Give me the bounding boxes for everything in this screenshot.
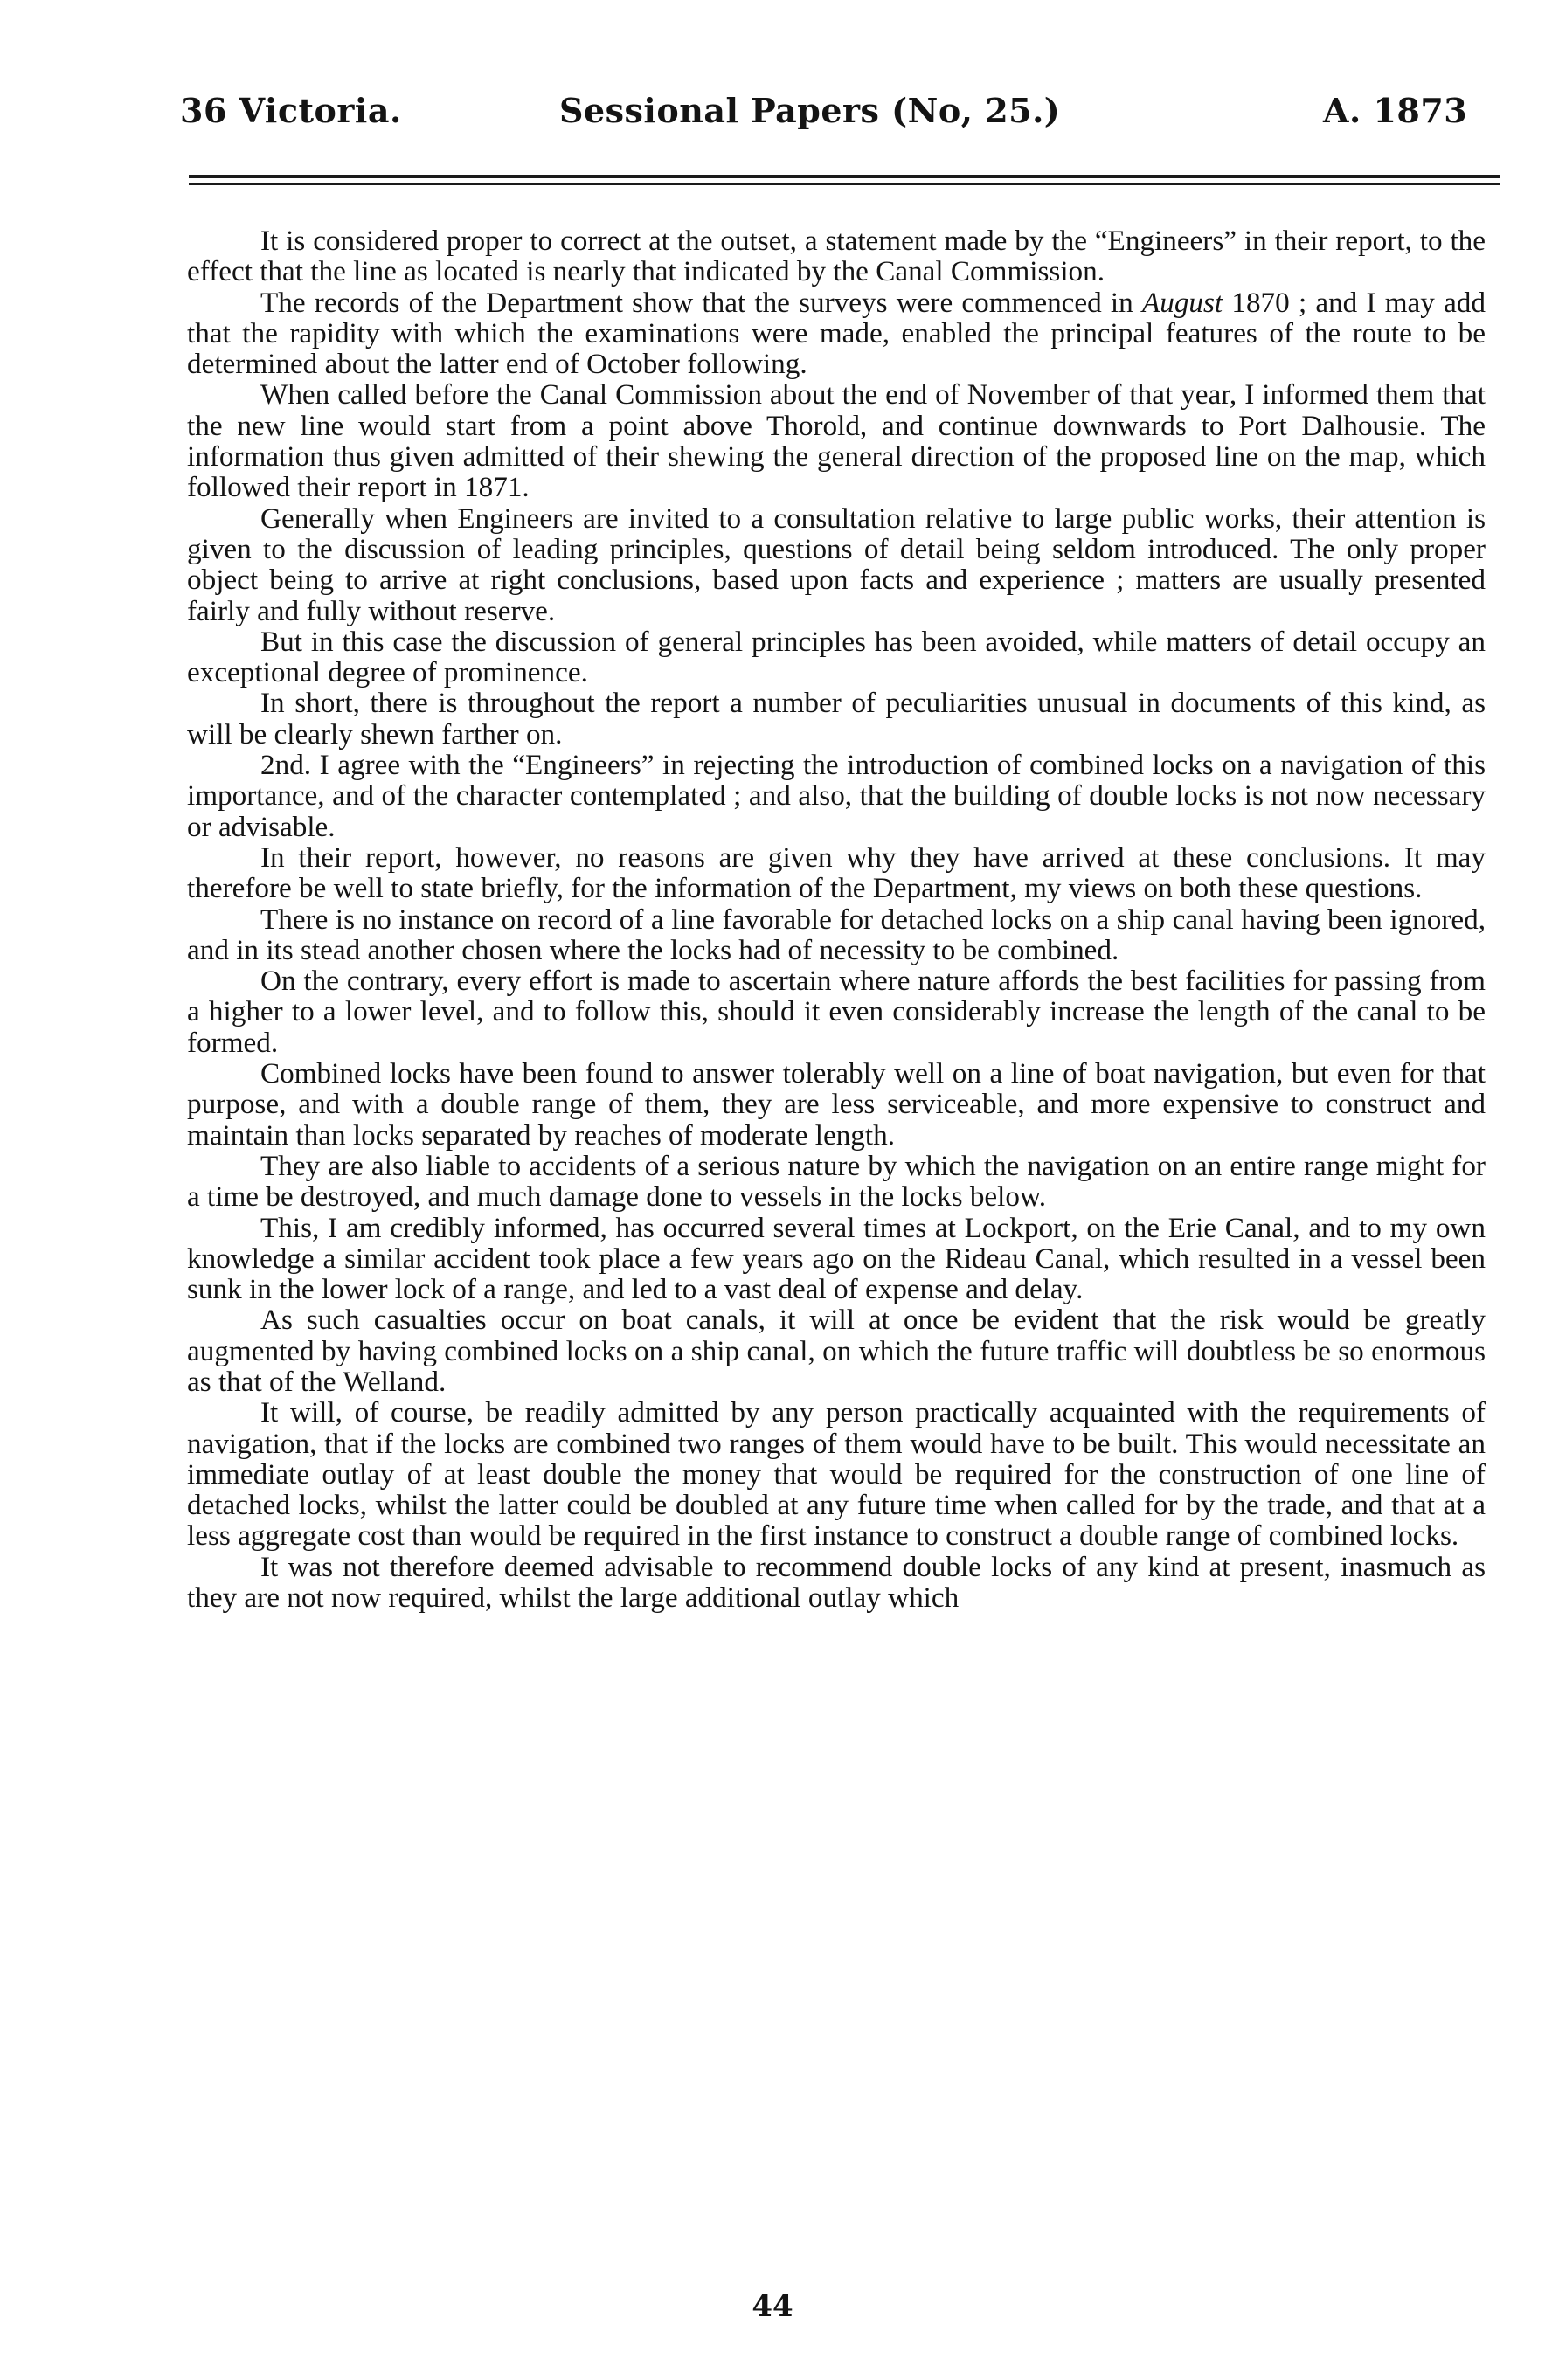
paragraph-1: It is considered proper to correct at the outset, a statement made by the “Engineers” in their report, to the effect that the line as located is nearly that indicated by the Canal Commission. [187, 225, 1486, 288]
header-volume: 36 Victoria. [180, 91, 402, 130]
paragraph-7: 2nd. I agree with the “Engineers” in rejecting the introduction of combined locks on a navigation of this importance, and of the character contemplated ; and also, that the building of double locks is not now necessary or advisable. [187, 749, 1486, 843]
paragraph-12: They are also liable to accidents of a serious nature by which the navigation on an entire range might for a time be destroyed, and much damage done to vessels in the locks below. [187, 1149, 1486, 1214]
header-year: A. 1873 [1323, 91, 1468, 130]
paragraph-3: When called before the Canal Commission about the end of November of that year, I informed them that the new line would start from a point above Thorold, and continue downwards to Port Dalhousie. The information thus given admitted of their shewing the general direction of the proposed line on the map, which followed their report in 1871. [187, 378, 1486, 504]
running-header [0, 91, 1545, 143]
header-rule-thick [189, 175, 1500, 178]
paragraph-14: As such casualties occur on boat canals, it will at once be evident that the risk would be greatly augmented by having combined locks on a ship canal, on which the future traffic will doubtless be so enormous as that of the Welland. [187, 1304, 1486, 1398]
page-number: 44 [752, 2289, 793, 2324]
paragraph-2: The records of the Department show that the surveys were commenced in August 1870 ; and I may add that the rapidity with which the examinations were made, enabled the principal features of the route to be determined about the latter end of October following. [187, 286, 1486, 381]
paragraph-4: Generally when Engineers are invited to a consultation relative to large public works, their attention is given to the discussion of leading principles, questions of detail being seldom introduced. The only proper object being to arrive at right conclusions, based upon facts and experience ; matters are usually presented fairly and fully without reserve. [187, 502, 1486, 627]
header-rule-thin [189, 183, 1500, 185]
paragraph-11: Combined locks have been found to answer tolerably well on a line of boat navigation, but even for that purpose, and with a double range of them, they are less serviceable, and more expensive to construct and maintain than locks separated by reaches of moderate length. [187, 1057, 1486, 1152]
header-title: Sessional Papers (No, 25.) [559, 91, 1061, 130]
paragraph-13: This, I am credibly informed, has occurred several times at Lockport, on the Erie Canal, and to my own knowledge a similar accident took place a few years ago on the Rideau Canal, which resulted in a vessel been sunk in the lower lock of a range, and led to a vast deal of expense and delay. [187, 1211, 1486, 1306]
body-text [187, 225, 1486, 1613]
paragraph-8: In their report, however, no reasons are given why they have arrived at these conclusions. It may therefore be well to state briefly, for the information of the Department, my views on both these questions. [187, 841, 1486, 905]
paragraph-9: There is no instance on record of a line favorable for detached locks on a ship canal having been ignored, and in its stead another chosen where the locks had of necessity to be combined. [187, 903, 1486, 966]
paragraph-5: But in this case the discussion of general principles has been avoided, while matters of detail occupy an exceptional degree of prominence. [187, 625, 1486, 689]
paragraph-15: It will, of course, be readily admitted by any person practically acquainted with the requirements of navigation, that if the locks are combined two ranges of them would have to be built. This would necessitate an immediate outlay of at least double the money that would be required for the construction of one line of detached locks, whilst the latter could be doubled at any future time when called for by the trade, and that at a less aggregate cost than would be required in the first instance to construct a double range of combined locks. [187, 1396, 1486, 1553]
paragraph-10: On the contrary, every effort is made to ascertain where nature affords the best facilities for passing from a higher to a lower level, and to follow this, should it even considerably increase the length of the canal to be formed. [187, 965, 1486, 1059]
paragraph-6: In short, there is throughout the report a number of peculiarities unusual in documents of this kind, as will be clearly shewn farther on. [187, 687, 1486, 751]
paragraph-16: It was not therefore deemed advisable to recommend double locks of any kind at present, inasmuch as they are not now required, whilst the large additional outlay which [187, 1550, 1486, 1615]
